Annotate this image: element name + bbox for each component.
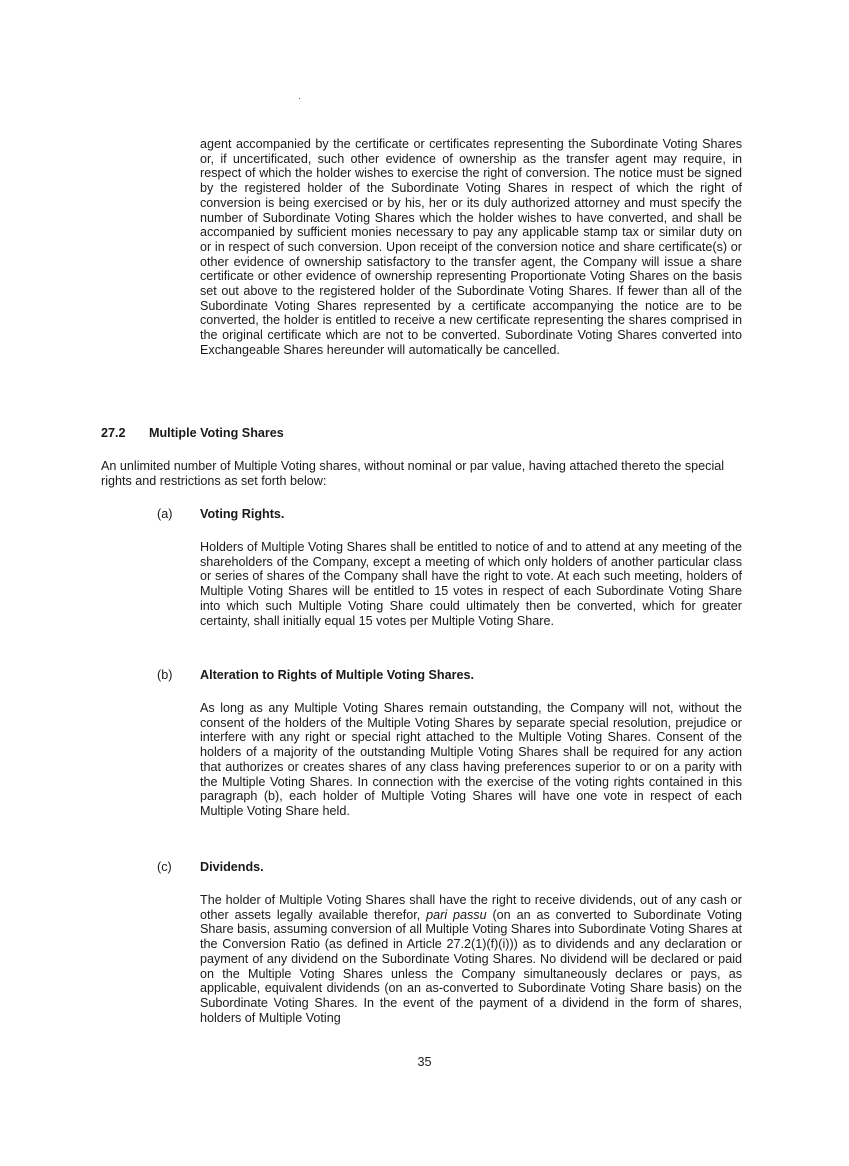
- item-title-voting-rights: Voting Rights.: [200, 507, 285, 521]
- item-body-voting-rights: Holders of Multiple Voting Shares shall be entitled to notice of and to attend at any meeting of the shareholders of the Company, except a meeting of which only holders of another particular class or series of shares of the Company shall have the right to vote. At each such meeting, holders of Multiple Voting Shares will be entitled to 15 votes in respect of each Subordinate Voting Share into which such Multiple Voting Share could ultimately then be converted, which for greater certainty, shall initially equal 15 votes per Multiple Voting Share.: [200, 540, 742, 628]
- item-label-b: (b): [157, 668, 173, 682]
- item-title-alteration-rights: Alteration to Rights of Multiple Voting Shares.: [200, 668, 475, 682]
- dividends-text-part-2: (on an as converted to Subordinate Voting Share basis, assuming conversion of all Multiple Voting Shares into Subordinate Voting Shares at the Conversion Ratio (as defined in Article 27.2(1)(f)(i))) as to dividends and any declaration or payment of any dividend on the Subordinate Voting Shares. No dividend will be declared or paid on the Multiple Voting Shares unless the Company simultaneously declares or pays, as applicable, equivalent dividends (on an as-converted to Subordinate Voting Share basis) on the Subordinate Voting Shares. In the event of the payment of a dividend in the form of shares, holders of Multiple Voting: [200, 907, 743, 1025]
- item-body-alteration-rights: As long as any Multiple Voting Shares remain outstanding, the Company will not, without the consent of the holders of the Multiple Voting Shares by separate special resolution, prejudice or interfere with any right or special right attached to the Multiple Voting Shares. Consent of the holders of a majority of the outstanding Multiple Voting Shares shall be required for any action that authorizes or creates shares of any class having preferences superior to or on a parity with the Multiple Voting Shares. In connection with the exercise of the voting rights contained in this paragraph (b), each holder of Multiple Voting Shares will have one vote in respect of each Multiple Voting Share held.: [200, 701, 742, 818]
- section-number: 27.2: [101, 426, 126, 440]
- item-body-dividends: [200, 893, 742, 1025]
- page-number: 35: [417, 1055, 432, 1069]
- item-title-dividends: Dividends.: [200, 860, 264, 874]
- pari-passu-italic: pari passu: [426, 907, 487, 922]
- item-label-c: (c): [157, 860, 172, 874]
- section-title: Multiple Voting Shares: [149, 426, 284, 440]
- section-intro: An unlimited number of Multiple Voting shares, without nominal or par value, having attached thereto the special rights and restrictions as set forth below:: [101, 459, 725, 488]
- section-heading: [101, 426, 284, 441]
- scan-dot-mark: [299, 98, 300, 99]
- dividends-text-part-1: The holder of Multiple Voting Shares shall have the right to receive dividends, out of any cash or other assets legally available therefor,: [200, 893, 742, 922]
- item-label-a: (a): [157, 507, 173, 521]
- continuation-paragraph: agent accompanied by the certificate or certificates representing the Subordinate Voting Shares or, if uncertificated, such other evidence of ownership as the transfer agent may require, in respect of which the holder wishes to exercise the right of conversion. The notice must be signed by the registered holder of the Subordinate Voting Shares in respect of which the right of conversion is being exercised or by his, her or its duly authorized attorney and must specify the number of Subordinate Voting Shares which the holder wishes to have converted, and shall be accompanied by sufficient monies necessary to pay any applicable stamp tax or similar duty on or in respect of such conversion. Upon receipt of the conversion notice and share certificate(s) or other evidence of ownership satisfactory to the transfer agent, the Company will issue a share certificate or other evidence of ownership representing Proportionate Voting Shares on the basis set out above to the registered holder of the Subordinate Voting Shares. If fewer than all of the Subordinate Voting Shares represented by a certificate accompanying the notice are to be converted, the holder is entitled to receive a new certificate representing the shares comprised in the original certificate which are not to be converted. Subordinate Voting Shares converted into Exchangeable Shares hereunder will automatically be cancelled.: [200, 137, 742, 357]
